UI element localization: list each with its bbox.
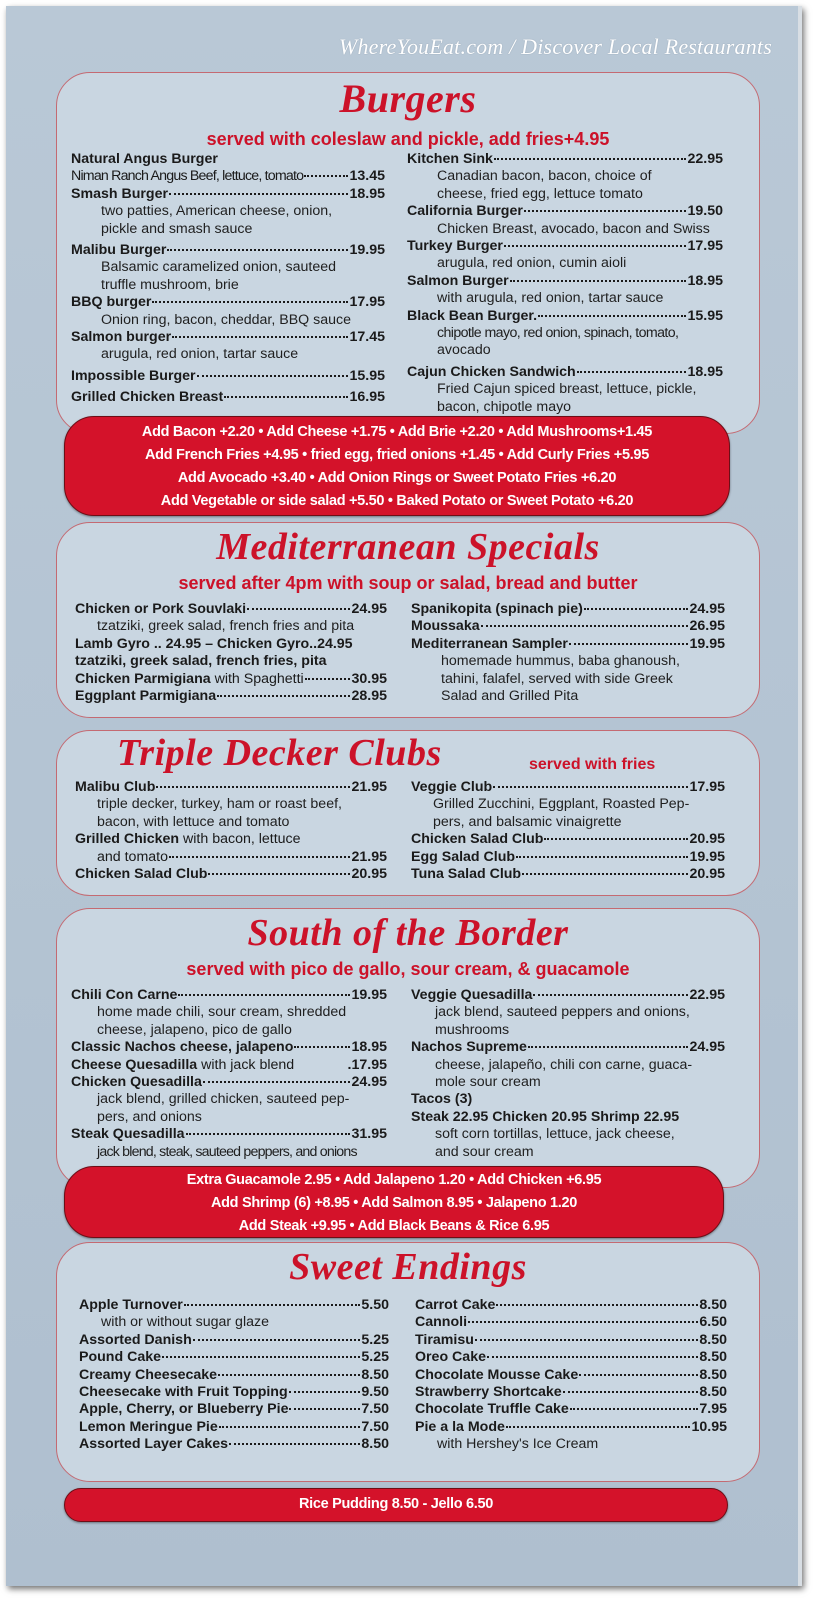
- menu-item: Veggie Club 17.95: [411, 779, 725, 795]
- item-description: with arugula, red onion, tartar sauce: [437, 290, 664, 307]
- section-title: Burgers: [339, 76, 477, 121]
- menu-item: California Burger 19.50: [407, 203, 723, 220]
- section-title: South of the Border: [247, 912, 569, 954]
- menu-item: Chicken Quesadilla 24.95: [71, 1074, 387, 1091]
- section-title: Sweet Endings: [289, 1246, 527, 1288]
- item-description: Canadian bacon, bacon, choice of: [437, 168, 652, 185]
- menu-item: Eggplant Parmigiana 28.95: [75, 688, 387, 705]
- section-title: Triple Decker Clubs: [117, 732, 442, 774]
- addon-line: Add French Fries +4.95 • fried egg, fried onions +1.45 • Add Curly Fries +5.95: [145, 447, 649, 463]
- sweets-addons-bar: [64, 1488, 728, 1522]
- menu-item: Malibu Club 21.95: [75, 779, 387, 795]
- south-addons-bar: [64, 1166, 724, 1238]
- menu-item: Egg Salad Club 19.95: [411, 848, 725, 865]
- clubs-right-column: [411, 779, 725, 883]
- item-description: Fried Cajun spiced breast, lettuce, pickle,: [437, 381, 697, 398]
- menu-item: Cheesecake with Fruit Topping 9.50: [79, 1384, 389, 1401]
- menu-item: Strawberry Shortcake 8.50: [415, 1384, 727, 1401]
- item-description: arugula, red onion, tartar sauce: [101, 346, 299, 363]
- item-description: avocado: [437, 342, 491, 359]
- burger-addons-bar: [64, 416, 730, 516]
- menu-item: Pound Cake 5.25: [79, 1349, 389, 1366]
- section-mediterranean: [56, 522, 760, 718]
- menu-item: Lemon Meringue Pie 7.50: [79, 1418, 389, 1435]
- menu-item: Natural Angus Burger: [71, 151, 218, 167]
- addon-line: Rice Pudding 8.50 - Jello 6.50: [298, 1496, 494, 1512]
- item-description: Grilled Zucchini, Eggplant, Roasted Pep-: [433, 796, 690, 813]
- item-description: pickle and smash sauce: [101, 220, 253, 237]
- menu-item: Tuna Salad Club 20.95: [411, 866, 725, 883]
- menu-item: Turkey Burger 17.95: [407, 238, 723, 255]
- menu-item: Grilled Chicken with bacon, lettuce: [75, 831, 301, 848]
- menu-item: Chicken Salad Club 20.95: [411, 831, 725, 848]
- item-description: triple decker, turkey, ham or roast beef,: [97, 796, 342, 813]
- item-description: jack blend, grilled chicken, sauteed pep-: [97, 1091, 350, 1108]
- item-description: soft corn tortillas, lettuce, jack cheese,: [435, 1126, 675, 1143]
- menu-item: Salmon burger 17.45: [71, 329, 385, 346]
- menu-item: Cannoli 6.50: [415, 1314, 727, 1331]
- item-description: chipotle mayo, red onion, spinach, tomato,: [437, 325, 679, 342]
- addon-line: Add Shrimp (6) +8.95 • Add Salmon 8.95 • Jalapeno 1.20: [210, 1195, 578, 1211]
- menu-item: Cajun Chicken Sandwich 18.95: [407, 363, 723, 380]
- section-south-of-border: [56, 908, 760, 1188]
- item-description: pers, and balsamic vinaigrette: [433, 813, 622, 830]
- south-left-column: [71, 987, 387, 1161]
- sweets-left-column: [79, 1297, 389, 1454]
- item-description: Salad and Grilled Pita: [441, 688, 579, 705]
- menu-item: Carrot Cake 8.50: [415, 1297, 727, 1313]
- menu-item: Steak 22.95 Chicken 20.95 Shrimp 22.95: [411, 1108, 680, 1125]
- item-description: cheese, jalapeno, pico de gallo: [97, 1021, 292, 1038]
- menu-item: Impossible Burger 15.95: [71, 367, 385, 384]
- item-description: with or without sugar glaze: [101, 1314, 269, 1331]
- menu-item: Lamb Gyro .. 24.95 – Chicken Gyro..24.95: [75, 635, 353, 652]
- menu-item: Assorted Layer Cakes 8.50: [79, 1436, 389, 1453]
- item-description: mushrooms: [435, 1021, 510, 1038]
- menu-item: Kitchen Sink 22.95: [407, 151, 723, 167]
- section-subtitle: served with coleslaw and pickle, add fries+4.95: [206, 129, 610, 149]
- menu-item: Assorted Danish 5.25: [79, 1331, 389, 1348]
- menu-item: Oreo Cake 8.50: [415, 1349, 727, 1366]
- item-description: cheese, fried egg, lettuce tomato: [437, 185, 643, 202]
- menu-item: Chicken Parmigiana with Spaghetti 30.95: [75, 670, 387, 687]
- burgers-right-column: [407, 151, 723, 416]
- item-description: truffle mushroom, brie: [101, 276, 239, 293]
- menu-item: Tacos (3): [411, 1091, 473, 1108]
- section-clubs: [56, 730, 760, 896]
- addon-line: Extra Guacamole 2.95 • Add Jalapeno 1.20 • Add Chicken +6.95: [186, 1172, 602, 1188]
- item-description: home made chili, sour cream, shredded: [97, 1004, 347, 1021]
- menu-item: Apple Turnover 5.50: [79, 1297, 389, 1313]
- section-subtitle: served after 4pm with soup or salad, bread and butter: [178, 573, 638, 593]
- item-description: homemade hummus, baba ghanoush,: [441, 653, 680, 670]
- item-description: two patties, American cheese, onion,: [101, 203, 333, 220]
- menu-item: tzatziki, greek salad, french fries, pita: [75, 653, 327, 670]
- menu-item: Cheese Quesadilla with jack blend .17.95: [71, 1056, 387, 1073]
- section-subtitle: served with fries: [529, 756, 656, 773]
- item-description: cheese, jalapeño, chili con carne, guaca-: [435, 1056, 693, 1073]
- menu-item: Pie a la Mode 10.95: [415, 1418, 727, 1435]
- menu-item: Classic Nachos cheese, jalapeno 18.95: [71, 1039, 387, 1056]
- item-description: mole sour cream: [435, 1074, 541, 1091]
- item-description: Chicken Breast, avocado, bacon and Swiss: [437, 220, 710, 237]
- menu-item: Niman Ranch Angus Beef, lettuce, tomato 13.45: [71, 168, 385, 185]
- menu-item: Grilled Chicken Breast 16.95: [71, 389, 385, 406]
- menu-page: [6, 6, 802, 1586]
- menu-item: Apple, Cherry, or Blueberry Pie 7.50: [79, 1401, 389, 1418]
- clubs-left-column: [75, 779, 387, 883]
- menu-item: Smash Burger 18.95: [71, 185, 385, 202]
- menu-item: Steak Quesadilla 31.95: [71, 1126, 387, 1143]
- menu-item: Mediterranean Sampler 19.95: [411, 635, 725, 652]
- south-right-column: [411, 987, 725, 1161]
- mediterranean-right-column: [411, 601, 725, 705]
- item-description: with Hershey's Ice Cream: [437, 1436, 599, 1453]
- item-description: jack blend, sauteed peppers and onions,: [435, 1004, 690, 1021]
- menu-item: Veggie Quesadilla 22.95: [411, 987, 725, 1003]
- burgers-left-column: [71, 151, 385, 407]
- menu-item: Spanikopita (spinach pie) 24.95: [411, 601, 725, 617]
- section-subtitle: served with pico de gallo, sour cream, & guacamole: [186, 959, 630, 979]
- menu-item: Creamy Cheesecake 8.50: [79, 1366, 389, 1383]
- addon-line: Add Avocado +3.40 • Add Onion Rings or Sweet Potato Fries +6.20: [177, 470, 617, 486]
- item-description: jack blend, steak, sauteed peppers, and onions: [97, 1143, 357, 1160]
- addon-line: Add Steak +9.95 • Add Black Beans & Rice 6.95: [238, 1218, 550, 1234]
- addon-line: Add Bacon +2.20 • Add Cheese +1.75 • Add Brie +2.20 • Add Mushrooms+1.45: [141, 424, 653, 440]
- item-description: arugula, red onion, cumin aioli: [437, 255, 627, 272]
- menu-item: Black Bean Burger. 15.95: [407, 307, 723, 324]
- menu-item: Chocolate Truffle Cake 7.95: [415, 1401, 727, 1418]
- menu-item: Chicken or Pork Souvlaki 24.95: [75, 601, 387, 617]
- menu-item: Chocolate Mousse Cake 8.50: [415, 1366, 727, 1383]
- menu-item: Malibu Burger 19.95: [71, 242, 385, 259]
- menu-item: Salmon Burger 18.95: [407, 272, 723, 289]
- menu-item: Nachos Supreme 24.95: [411, 1039, 725, 1056]
- menu-item: and tomato 21.95: [97, 848, 387, 865]
- item-description: and sour cream: [435, 1143, 534, 1160]
- mediterranean-left-column: [75, 601, 387, 705]
- item-description: tahini, falafel, served with side Greek: [441, 670, 673, 687]
- item-description: Balsamic caramelized onion, sauteed: [101, 259, 337, 276]
- section-burgers: [56, 72, 760, 434]
- section-title: Mediterranean Specials: [216, 526, 600, 568]
- item-description: bacon, with lettuce and tomato: [97, 813, 290, 830]
- item-description: pers, and onions: [97, 1108, 202, 1125]
- item-description: tzatziki, greek salad, french fries and pita: [97, 618, 355, 635]
- addon-line: Add Vegetable or side salad +5.50 • Baked Potato or Sweet Potato +6.20: [160, 493, 634, 509]
- menu-item: Tiramisu 8.50: [415, 1331, 727, 1348]
- menu-item: Chicken Salad Club 20.95: [75, 866, 387, 883]
- item-description: Onion ring, bacon, cheddar, BBQ sauce: [101, 311, 352, 328]
- menu-item: Moussaka 26.95: [411, 618, 725, 635]
- sweets-right-column: [415, 1297, 727, 1454]
- menu-item: BBQ burger 17.95: [71, 294, 385, 311]
- item-description: bacon, chipotle mayo: [437, 398, 572, 415]
- section-sweet-endings: [56, 1242, 760, 1482]
- menu-item: Chili Con Carne 19.95: [71, 987, 387, 1003]
- site-watermark: WhereYouEat.com / Discover Local Restaurants: [338, 34, 772, 59]
